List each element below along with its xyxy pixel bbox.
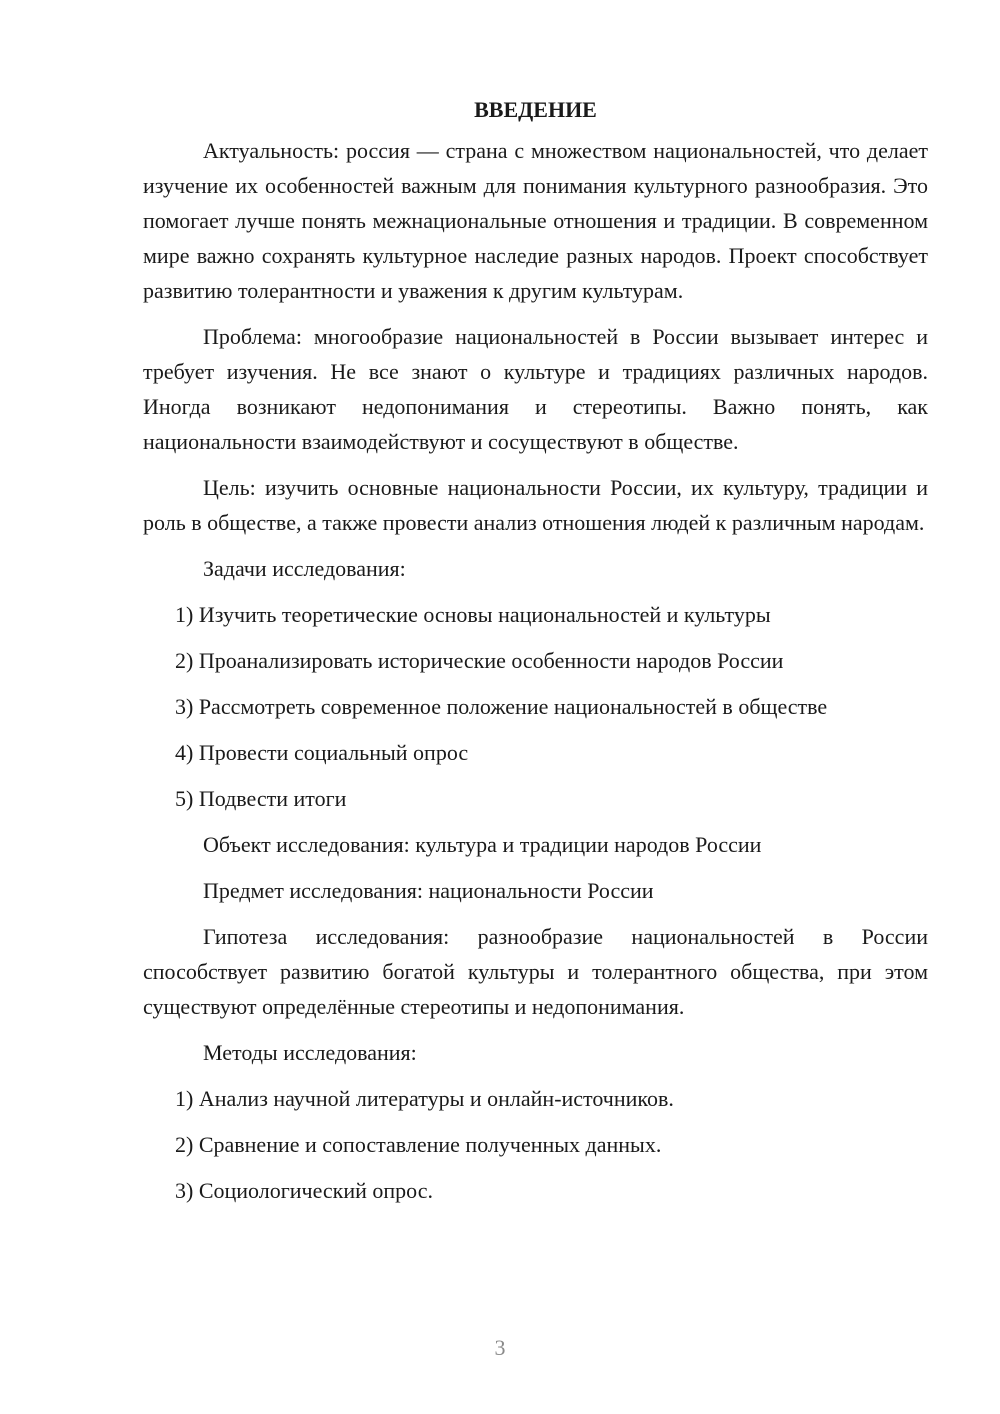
object-line: Объект исследования: культура и традиции народов России — [203, 832, 762, 857]
hypothesis-paragraph: Гипотеза исследования: разнообразие национальностей в России способствует развитию богатой культуры и толерантного общества, при этом существуют определённые стереотипы и недопонимания. — [143, 924, 928, 1019]
task-item: 3) Рассмотреть современное положение национальностей в обществе — [175, 694, 828, 719]
document-page — [143, 92, 928, 1219]
page-number: 3 — [494, 1335, 506, 1360]
relevance-paragraph: Актуальность: россия — страна с множеством национальностей, что делает изучение их особенностей важным для понимания культурного разнообразия. Это помогает лучше понять межнациональные отношения и традиции. В современном мире важно сохранять культурное наследие разных народов. Проект способствует развитию толерантности и уважения к другим культурам. — [143, 138, 928, 303]
methods-heading: Методы исследования: — [203, 1040, 417, 1065]
task-item: 2) Проанализировать исторические особенности народов России — [175, 648, 784, 673]
task-item: 1) Изучить теоретические основы национальностей и культуры — [175, 602, 771, 627]
problem-paragraph: Проблема: многообразие национальностей в России вызывает интерес и требует изучения. Не все знают о культуре и традициях различных народов. Иногда возникают недопонимания и стереотипы. Важно понять, как национальности взаимодействуют и сосуществуют в обществе. — [143, 324, 928, 454]
method-item: 2) Сравнение и сопоставление полученных данных. — [175, 1132, 662, 1157]
task-item: 5) Подвести итоги — [175, 786, 347, 811]
task-item: 4) Провести социальный опрос — [175, 740, 469, 765]
goal-paragraph: Цель: изучить основные национальности России, их культуру, традиции и роль в обществе, а также провести анализ отношения людей к различным народам. — [143, 475, 928, 535]
method-item: 3) Социологический опрос. — [175, 1178, 433, 1203]
subject-line: Предмет исследования: национальности России — [203, 878, 654, 903]
method-item: 1) Анализ научной литературы и онлайн-источников. — [175, 1086, 674, 1111]
tasks-heading: Задачи исследования: — [203, 556, 406, 581]
section-title: ВВЕДЕНИЕ — [474, 97, 597, 122]
